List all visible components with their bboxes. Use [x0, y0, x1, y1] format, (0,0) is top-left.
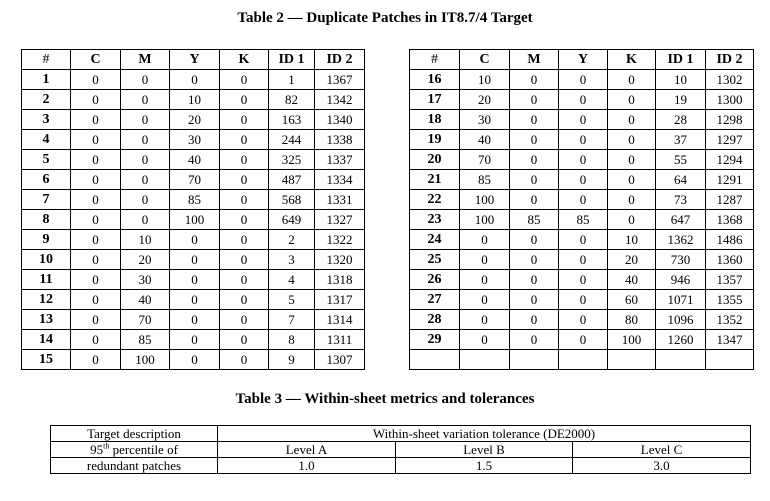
header-cell: ID 2 [315, 50, 365, 70]
table-cell: 1355 [706, 290, 754, 310]
table-row [22, 210, 754, 230]
table-cell: 0 [510, 170, 559, 190]
row-number-cell: 7 [22, 190, 71, 210]
table-cell: 1322 [315, 230, 365, 250]
table-cell: 0 [220, 310, 269, 330]
table-cell: 487 [269, 170, 315, 190]
header-cell: # [410, 50, 460, 70]
column-gap [365, 50, 410, 70]
table-cell: 9 [269, 350, 315, 370]
row-number-cell: 27 [410, 290, 460, 310]
table-cell: 0 [608, 130, 656, 150]
table-cell: 2 [269, 230, 315, 250]
table-cell: 0 [71, 130, 121, 150]
table-cell: 30 [460, 110, 510, 130]
table-cell: 19 [656, 90, 706, 110]
table-cell: 0 [510, 110, 559, 130]
table-cell: 1287 [706, 190, 754, 210]
table-cell: 0 [608, 70, 656, 90]
table-cell: 80 [608, 310, 656, 330]
table-cell: 0 [510, 290, 559, 310]
table-cell: 85 [121, 330, 170, 350]
table-header-row [22, 50, 754, 70]
level-c-label: Level C [573, 442, 751, 458]
table-cell: 85 [170, 190, 220, 210]
row-number-cell: 24 [410, 230, 460, 250]
table-cell: 0 [460, 330, 510, 350]
table-row [22, 230, 754, 250]
table-cell: 0 [559, 70, 608, 90]
table-cell: 1314 [315, 310, 365, 330]
table-cell: 0 [220, 150, 269, 170]
row-number-cell: 4 [22, 130, 71, 150]
table-cell: 0 [71, 230, 121, 250]
level-a-label: Level A [218, 442, 396, 458]
table-cell: 0 [71, 210, 121, 230]
table-row [22, 110, 754, 130]
column-gap [365, 190, 410, 210]
row-number-cell: 19 [410, 130, 460, 150]
table-cell: 1347 [706, 330, 754, 350]
table-cell: 0 [559, 130, 608, 150]
table-cell: 1294 [706, 150, 754, 170]
table-cell: 0 [559, 90, 608, 110]
table-cell: 0 [71, 70, 121, 90]
duplicate-patches-table [21, 49, 754, 370]
table-cell: 1317 [315, 290, 365, 310]
table-cell: 0 [460, 250, 510, 270]
table-row [22, 290, 754, 310]
table-cell: 100 [170, 210, 220, 230]
table-cell: 0 [510, 190, 559, 210]
table-cell: 100 [608, 330, 656, 350]
table-cell: 649 [269, 210, 315, 230]
tolerance-header: Within-sheet variation tolerance (DE2000) [218, 426, 751, 442]
table-row [22, 310, 754, 330]
table-cell: 1320 [315, 250, 365, 270]
table-cell: 1 [269, 70, 315, 90]
table-cell: 40 [121, 290, 170, 310]
table-cell: 20 [121, 250, 170, 270]
row-number-cell: 22 [410, 190, 460, 210]
table-cell: 0 [510, 70, 559, 90]
percentile-text: percentile of [109, 442, 178, 457]
percentile-number: 95 [90, 442, 104, 457]
table-cell: 647 [656, 210, 706, 230]
table-cell: 568 [269, 190, 315, 210]
table-cell: 0 [121, 70, 170, 90]
row-number-cell: 5 [22, 150, 71, 170]
table-cell: 0 [220, 330, 269, 350]
table-cell: 10 [656, 70, 706, 90]
row-number-cell: 23 [410, 210, 460, 230]
table-cell: 30 [170, 130, 220, 150]
table-cell: 0 [71, 270, 121, 290]
table-cell: 0 [71, 90, 121, 110]
tolerance-table [50, 425, 751, 474]
table-cell: 0 [170, 270, 220, 290]
table-cell: 0 [559, 250, 608, 270]
header-cell: C [71, 50, 121, 70]
table-cell: 0 [510, 150, 559, 170]
table-cell: 30 [121, 270, 170, 290]
table-cell: 1331 [315, 190, 365, 210]
row-number-cell: 12 [22, 290, 71, 310]
table-cell: 0 [220, 70, 269, 90]
table-cell: 0 [559, 270, 608, 290]
column-gap [365, 270, 410, 290]
table-cell: 4 [269, 270, 315, 290]
table-cell: 1368 [706, 210, 754, 230]
table-cell: 20 [460, 90, 510, 110]
table-cell: 70 [460, 150, 510, 170]
table-cell: 10 [170, 90, 220, 110]
column-gap [365, 310, 410, 330]
table-cell: 0 [220, 90, 269, 110]
row-number-cell: 25 [410, 250, 460, 270]
row-number-cell: 2 [22, 90, 71, 110]
column-gap [365, 250, 410, 270]
table-row [51, 442, 751, 458]
table-cell: 0 [559, 290, 608, 310]
table-cell: 1334 [315, 170, 365, 190]
table-row [22, 70, 754, 90]
row-number-cell: 8 [22, 210, 71, 230]
header-cell: Y [170, 50, 220, 70]
table-cell: 0 [510, 230, 559, 250]
table-cell: 0 [71, 250, 121, 270]
table-cell: 244 [269, 130, 315, 150]
table-cell: 0 [559, 150, 608, 170]
table-cell: 1338 [315, 130, 365, 150]
table-cell: 82 [269, 90, 315, 110]
table-cell: 1318 [315, 270, 365, 290]
column-gap [365, 90, 410, 110]
table-cell: 40 [460, 130, 510, 150]
table-cell: 0 [121, 210, 170, 230]
table-row [51, 458, 751, 474]
table-cell [706, 350, 754, 370]
row-number-cell: 28 [410, 310, 460, 330]
table-cell: 5 [269, 290, 315, 310]
row-number-cell: 15 [22, 350, 71, 370]
table-cell: 0 [608, 170, 656, 190]
header-cell: K [220, 50, 269, 70]
header-cell: ID 2 [706, 50, 754, 70]
table-cell: 0 [170, 250, 220, 270]
column-gap [365, 170, 410, 190]
table3-title: Table 3 — Within-sheet metrics and tolerances [235, 391, 535, 407]
table-cell [656, 350, 706, 370]
table-cell: 0 [460, 290, 510, 310]
table-row [22, 190, 754, 210]
table-cell: 55 [656, 150, 706, 170]
row-number-cell: 16 [410, 70, 460, 90]
column-gap [365, 150, 410, 170]
table-cell: 40 [608, 270, 656, 290]
table-cell: 28 [656, 110, 706, 130]
header-cell: K [608, 50, 656, 70]
column-gap [365, 130, 410, 150]
percentile-suffix: th [103, 441, 110, 451]
table-cell: 0 [71, 190, 121, 210]
table-row [22, 250, 754, 270]
table-row [22, 150, 754, 170]
table-cell: 1071 [656, 290, 706, 310]
table-row [22, 130, 754, 150]
table-cell: 1352 [706, 310, 754, 330]
table-cell: 1360 [706, 250, 754, 270]
level-a-value: 1.0 [218, 458, 396, 474]
table-row [22, 350, 754, 370]
table-cell: 60 [608, 290, 656, 310]
table-cell: 70 [121, 310, 170, 330]
table-cell: 0 [608, 110, 656, 130]
table-cell [510, 350, 559, 370]
table-cell: 0 [559, 230, 608, 250]
row-number-cell: 11 [22, 270, 71, 290]
table-cell: 1362 [656, 230, 706, 250]
table-cell: 0 [121, 90, 170, 110]
table-cell: 0 [220, 250, 269, 270]
row-number-cell: 21 [410, 170, 460, 190]
row-number-cell: 29 [410, 330, 460, 350]
table-cell: 1307 [315, 350, 365, 370]
row-number-cell [410, 350, 460, 370]
table-cell: 10 [121, 230, 170, 250]
column-gap [365, 70, 410, 90]
table-cell: 10 [460, 70, 510, 90]
table-cell: 1291 [706, 170, 754, 190]
table-cell: 7 [269, 310, 315, 330]
table-cell: 1302 [706, 70, 754, 90]
table-cell: 100 [121, 350, 170, 370]
table-cell: 1311 [315, 330, 365, 350]
table-row [51, 426, 751, 442]
table-cell: 100 [460, 210, 510, 230]
table-cell: 0 [510, 330, 559, 350]
table2-title: Table 2 — Duplicate Patches in IT8.7/4 Target [237, 10, 533, 26]
row-number-cell: 10 [22, 250, 71, 270]
row-number-cell: 9 [22, 230, 71, 250]
table-cell: 73 [656, 190, 706, 210]
header-cell: # [22, 50, 71, 70]
table-cell: 100 [460, 190, 510, 210]
level-b-value: 1.5 [396, 458, 573, 474]
table-cell: 0 [220, 350, 269, 370]
column-gap [365, 230, 410, 250]
table-cell: 0 [510, 310, 559, 330]
table-cell: 0 [559, 110, 608, 130]
table-cell: 8 [269, 330, 315, 350]
table-cell: 85 [510, 210, 559, 230]
table-cell: 1357 [706, 270, 754, 290]
table-cell: 85 [460, 170, 510, 190]
header-cell: M [510, 50, 559, 70]
row-number-cell: 1 [22, 70, 71, 90]
table-cell: 0 [121, 150, 170, 170]
table-cell: 0 [460, 230, 510, 250]
table-cell: 1327 [315, 210, 365, 230]
table-cell: 0 [170, 230, 220, 250]
table-cell: 20 [608, 250, 656, 270]
row-number-cell: 26 [410, 270, 460, 290]
table-cell: 0 [220, 290, 269, 310]
percentile-line1 [51, 442, 218, 458]
table-cell: 0 [559, 170, 608, 190]
column-gap [365, 330, 410, 350]
table-cell: 0 [121, 110, 170, 130]
header-cell: M [121, 50, 170, 70]
table-cell: 0 [510, 130, 559, 150]
table-cell: 70 [170, 170, 220, 190]
table-cell: 0 [608, 190, 656, 210]
table-cell: 1300 [706, 90, 754, 110]
table-cell: 0 [170, 310, 220, 330]
table-cell: 10 [608, 230, 656, 250]
row-number-cell: 3 [22, 110, 71, 130]
table-cell: 163 [269, 110, 315, 130]
table-cell: 0 [559, 190, 608, 210]
table-row [22, 330, 754, 350]
target-description-header: Target description [51, 426, 218, 442]
row-number-cell: 6 [22, 170, 71, 190]
table-cell: 0 [71, 110, 121, 130]
table-cell [460, 350, 510, 370]
table-cell: 0 [71, 170, 121, 190]
table-cell: 1337 [315, 150, 365, 170]
header-cell: ID 1 [656, 50, 706, 70]
table-cell: 0 [220, 190, 269, 210]
column-gap [365, 350, 410, 370]
header-cell: Y [559, 50, 608, 70]
table-cell: 40 [170, 150, 220, 170]
table-cell: 0 [510, 270, 559, 290]
table-cell: 0 [460, 310, 510, 330]
table-cell: 0 [71, 330, 121, 350]
row-number-cell: 20 [410, 150, 460, 170]
table-cell: 0 [559, 330, 608, 350]
row-number-cell: 17 [410, 90, 460, 110]
table-cell: 1486 [706, 230, 754, 250]
table-cell: 1298 [706, 110, 754, 130]
table-cell: 730 [656, 250, 706, 270]
table-cell: 0 [608, 150, 656, 170]
table-cell: 0 [460, 270, 510, 290]
level-c-value: 3.0 [573, 458, 751, 474]
table-cell: 0 [121, 130, 170, 150]
table-cell: 0 [170, 70, 220, 90]
table-cell: 0 [170, 330, 220, 350]
table-cell: 0 [220, 270, 269, 290]
table-cell: 64 [656, 170, 706, 190]
table-cell: 0 [71, 290, 121, 310]
table-row [22, 270, 754, 290]
table-cell: 20 [170, 110, 220, 130]
table-cell: 1342 [315, 90, 365, 110]
table-cell: 0 [220, 210, 269, 230]
table-cell: 0 [121, 170, 170, 190]
row-number-cell: 18 [410, 110, 460, 130]
table-row [22, 90, 754, 110]
table-cell [608, 350, 656, 370]
table-cell: 1367 [315, 70, 365, 90]
header-cell: C [460, 50, 510, 70]
table-cell: 0 [121, 190, 170, 210]
table-row [22, 170, 754, 190]
table-cell: 0 [608, 210, 656, 230]
table-cell: 1260 [656, 330, 706, 350]
table-cell: 85 [559, 210, 608, 230]
percentile-line2: redundant patches [51, 458, 218, 474]
table-cell: 946 [656, 270, 706, 290]
table-cell: 0 [170, 290, 220, 310]
table-cell: 0 [71, 150, 121, 170]
table-cell: 325 [269, 150, 315, 170]
header-cell: ID 1 [269, 50, 315, 70]
table-cell: 0 [220, 230, 269, 250]
table-cell: 1096 [656, 310, 706, 330]
column-gap [365, 210, 410, 230]
table-cell: 37 [656, 130, 706, 150]
row-number-cell: 14 [22, 330, 71, 350]
table-cell: 1297 [706, 130, 754, 150]
level-b-label: Level B [396, 442, 573, 458]
row-number-cell: 13 [22, 310, 71, 330]
table-cell: 0 [170, 350, 220, 370]
column-gap [365, 290, 410, 310]
table-cell: 0 [510, 90, 559, 110]
table-cell: 0 [608, 90, 656, 110]
table-cell: 1340 [315, 110, 365, 130]
table-cell [559, 350, 608, 370]
table-cell: 3 [269, 250, 315, 270]
table-cell: 0 [510, 250, 559, 270]
table-cell: 0 [220, 170, 269, 190]
table-cell: 0 [220, 110, 269, 130]
table-cell: 0 [71, 350, 121, 370]
table-cell: 0 [220, 130, 269, 150]
column-gap [365, 110, 410, 130]
table-cell: 0 [559, 310, 608, 330]
table-cell: 0 [71, 310, 121, 330]
